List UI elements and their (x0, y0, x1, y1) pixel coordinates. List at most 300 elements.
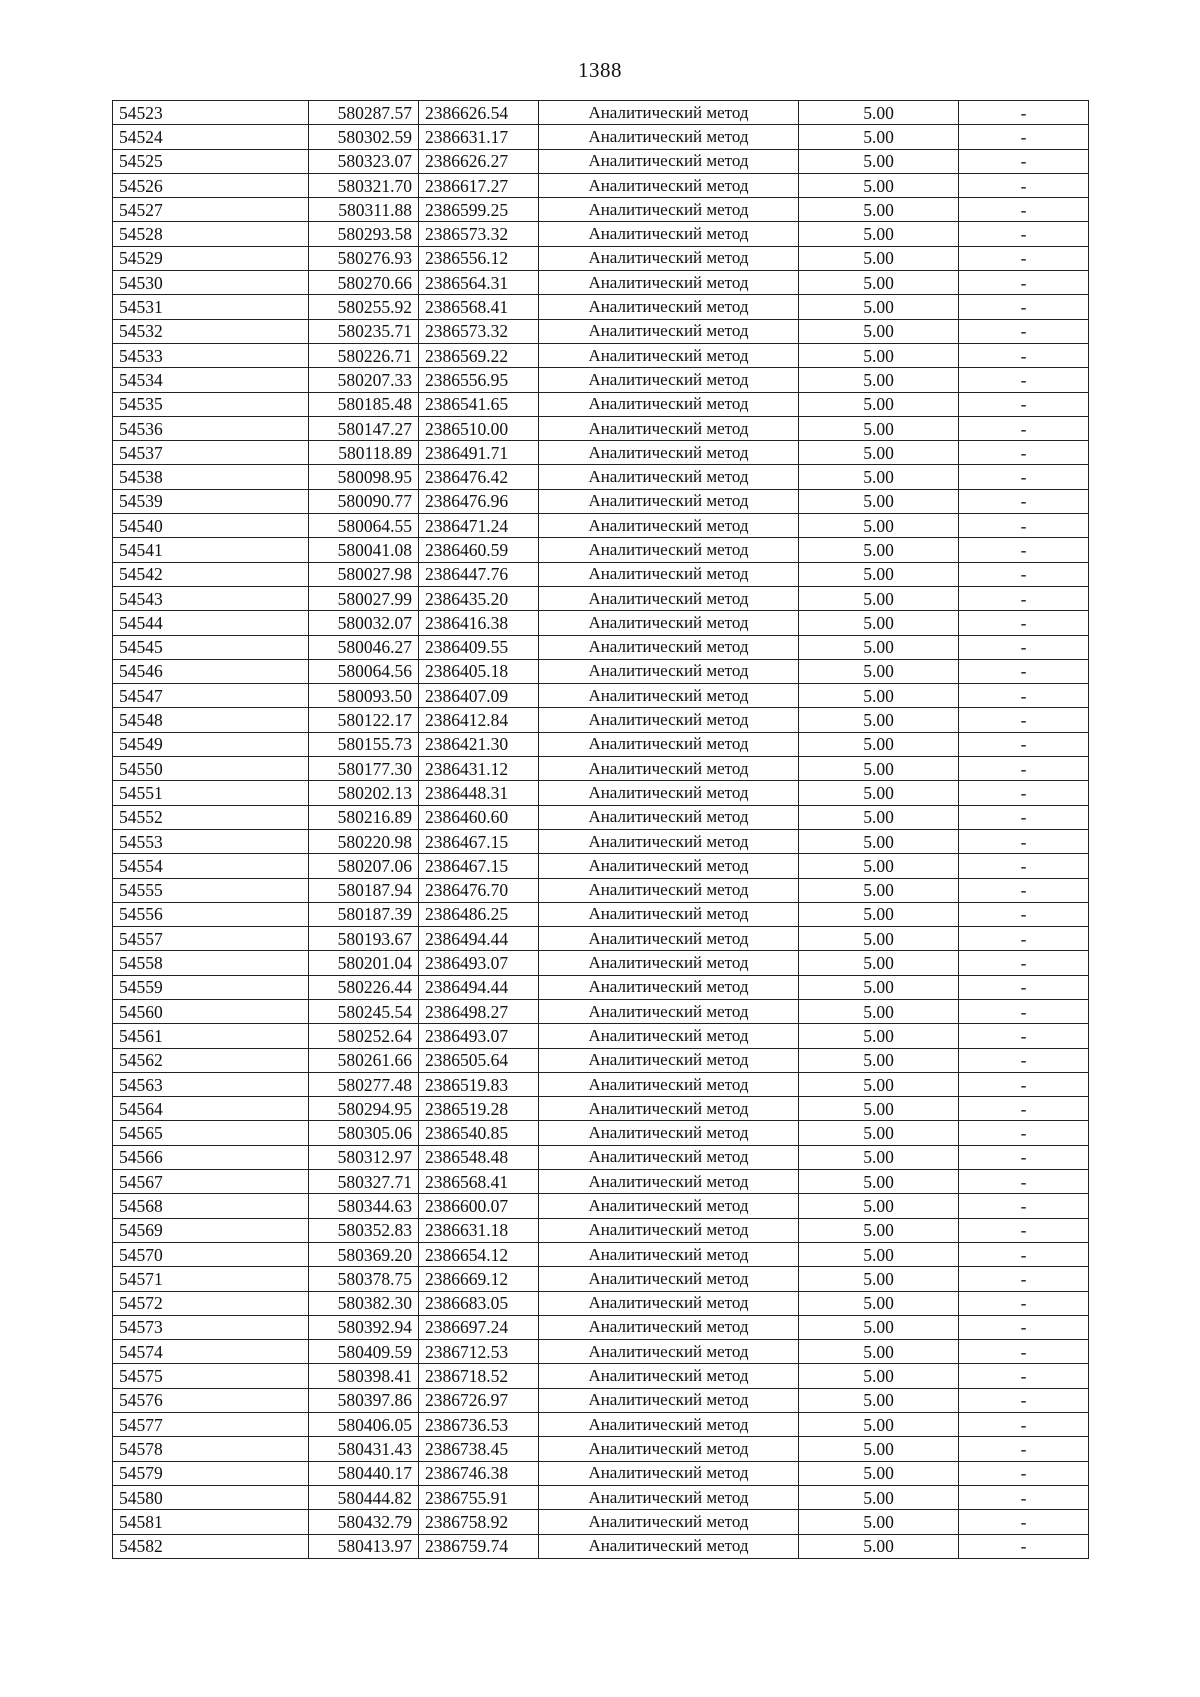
method-cell: Аналитический метод (539, 343, 799, 367)
x-coordinate-cell: 580440.17 (309, 1461, 419, 1485)
table-row (113, 1534, 1089, 1558)
method-cell: Аналитический метод (539, 295, 799, 319)
note-cell: - (959, 198, 1089, 222)
accuracy-cell: 5.00 (799, 1267, 959, 1291)
x-coordinate-cell: 580409.59 (309, 1340, 419, 1364)
method-cell: Аналитический метод (539, 489, 799, 513)
table-row (113, 1048, 1089, 1072)
accuracy-cell: 5.00 (799, 149, 959, 173)
accuracy-cell: 5.00 (799, 1485, 959, 1509)
method-cell: Аналитический метод (539, 1121, 799, 1145)
table-row (113, 1315, 1089, 1339)
x-coordinate-cell: 580431.43 (309, 1437, 419, 1461)
y-coordinate-cell: 2386683.05 (419, 1291, 539, 1315)
x-coordinate-cell: 580027.99 (309, 586, 419, 610)
accuracy-cell: 5.00 (799, 611, 959, 635)
x-coordinate-cell: 580398.41 (309, 1364, 419, 1388)
accuracy-cell: 5.00 (799, 441, 959, 465)
point-number-cell: 54580 (113, 1485, 309, 1509)
x-coordinate-cell: 580216.89 (309, 805, 419, 829)
note-cell: - (959, 854, 1089, 878)
method-cell: Аналитический метод (539, 854, 799, 878)
point-number-cell: 54578 (113, 1437, 309, 1461)
y-coordinate-cell: 2386556.12 (419, 246, 539, 270)
point-number-cell: 54524 (113, 125, 309, 149)
method-cell: Аналитический метод (539, 999, 799, 1023)
point-number-cell: 54557 (113, 927, 309, 951)
note-cell: - (959, 757, 1089, 781)
y-coordinate-cell: 2386467.15 (419, 829, 539, 853)
x-coordinate-cell: 580261.66 (309, 1048, 419, 1072)
note-cell: - (959, 465, 1089, 489)
point-number-cell: 54546 (113, 659, 309, 683)
table-row (113, 441, 1089, 465)
method-cell: Аналитический метод (539, 1194, 799, 1218)
table-row (113, 514, 1089, 538)
y-coordinate-cell: 2386519.28 (419, 1097, 539, 1121)
note-cell: - (959, 1340, 1089, 1364)
method-cell: Аналитический метод (539, 149, 799, 173)
method-cell: Аналитический метод (539, 757, 799, 781)
accuracy-cell: 5.00 (799, 1024, 959, 1048)
accuracy-cell: 5.00 (799, 1194, 959, 1218)
note-cell: - (959, 1267, 1089, 1291)
y-coordinate-cell: 2386631.17 (419, 125, 539, 149)
table-row (113, 319, 1089, 343)
point-number-cell: 54576 (113, 1388, 309, 1412)
table-row (113, 562, 1089, 586)
point-number-cell: 54555 (113, 878, 309, 902)
accuracy-cell: 5.00 (799, 222, 959, 246)
y-coordinate-cell: 2386467.15 (419, 854, 539, 878)
accuracy-cell: 5.00 (799, 999, 959, 1023)
y-coordinate-cell: 2386712.53 (419, 1340, 539, 1364)
accuracy-cell: 5.00 (799, 562, 959, 586)
note-cell: - (959, 489, 1089, 513)
note-cell: - (959, 1242, 1089, 1266)
point-number-cell: 54560 (113, 999, 309, 1023)
table-row (113, 392, 1089, 416)
note-cell: - (959, 902, 1089, 926)
method-cell: Аналитический метод (539, 222, 799, 246)
note-cell: - (959, 732, 1089, 756)
method-cell: Аналитический метод (539, 465, 799, 489)
method-cell: Аналитический метод (539, 392, 799, 416)
note-cell: - (959, 368, 1089, 392)
accuracy-cell: 5.00 (799, 1534, 959, 1558)
point-number-cell: 54544 (113, 611, 309, 635)
y-coordinate-cell: 2386568.41 (419, 1170, 539, 1194)
table-row (113, 1097, 1089, 1121)
method-cell: Аналитический метод (539, 781, 799, 805)
accuracy-cell: 5.00 (799, 271, 959, 295)
accuracy-cell: 5.00 (799, 1291, 959, 1315)
y-coordinate-cell: 2386505.64 (419, 1048, 539, 1072)
x-coordinate-cell: 580220.98 (309, 829, 419, 853)
y-coordinate-cell: 2386718.52 (419, 1364, 539, 1388)
point-number-cell: 54567 (113, 1170, 309, 1194)
x-coordinate-cell: 580207.06 (309, 854, 419, 878)
x-coordinate-cell: 580027.98 (309, 562, 419, 586)
method-cell: Аналитический метод (539, 708, 799, 732)
note-cell: - (959, 1461, 1089, 1485)
y-coordinate-cell: 2386556.95 (419, 368, 539, 392)
note-cell: - (959, 101, 1089, 125)
method-cell: Аналитический метод (539, 198, 799, 222)
point-number-cell: 54523 (113, 101, 309, 125)
note-cell: - (959, 611, 1089, 635)
x-coordinate-cell: 580293.58 (309, 222, 419, 246)
accuracy-cell: 5.00 (799, 927, 959, 951)
accuracy-cell: 5.00 (799, 854, 959, 878)
table-row (113, 1194, 1089, 1218)
point-number-cell: 54553 (113, 829, 309, 853)
accuracy-cell: 5.00 (799, 829, 959, 853)
point-number-cell: 54540 (113, 514, 309, 538)
accuracy-cell: 5.00 (799, 805, 959, 829)
point-number-cell: 54581 (113, 1510, 309, 1534)
note-cell: - (959, 1048, 1089, 1072)
table-row (113, 1437, 1089, 1461)
x-coordinate-cell: 580207.33 (309, 368, 419, 392)
accuracy-cell: 5.00 (799, 1072, 959, 1096)
table-row (113, 343, 1089, 367)
method-cell: Аналитический метод (539, 562, 799, 586)
note-cell: - (959, 295, 1089, 319)
note-cell: - (959, 1194, 1089, 1218)
y-coordinate-cell: 2386697.24 (419, 1315, 539, 1339)
y-coordinate-cell: 2386493.07 (419, 951, 539, 975)
x-coordinate-cell: 580327.71 (309, 1170, 419, 1194)
table-row (113, 659, 1089, 683)
y-coordinate-cell: 2386541.65 (419, 392, 539, 416)
accuracy-cell: 5.00 (799, 538, 959, 562)
accuracy-cell: 5.00 (799, 1242, 959, 1266)
method-cell: Аналитический метод (539, 1145, 799, 1169)
point-number-cell: 54570 (113, 1242, 309, 1266)
accuracy-cell: 5.00 (799, 392, 959, 416)
y-coordinate-cell: 2386564.31 (419, 271, 539, 295)
table-row (113, 829, 1089, 853)
accuracy-cell: 5.00 (799, 1437, 959, 1461)
y-coordinate-cell: 2386476.70 (419, 878, 539, 902)
point-number-cell: 54554 (113, 854, 309, 878)
table-row (113, 854, 1089, 878)
table-row (113, 198, 1089, 222)
y-coordinate-cell: 2386493.07 (419, 1024, 539, 1048)
x-coordinate-cell: 580321.70 (309, 173, 419, 197)
method-cell: Аналитический метод (539, 538, 799, 562)
note-cell: - (959, 1534, 1089, 1558)
table-row (113, 489, 1089, 513)
note-cell: - (959, 586, 1089, 610)
page-number: 1388 (578, 58, 622, 82)
x-coordinate-cell: 580344.63 (309, 1194, 419, 1218)
method-cell: Аналитический метод (539, 1072, 799, 1096)
table-row (113, 1510, 1089, 1534)
x-coordinate-cell: 580098.95 (309, 465, 419, 489)
table-row (113, 295, 1089, 319)
note-cell: - (959, 878, 1089, 902)
note-cell: - (959, 538, 1089, 562)
accuracy-cell: 5.00 (799, 659, 959, 683)
note-cell: - (959, 951, 1089, 975)
point-number-cell: 54535 (113, 392, 309, 416)
point-number-cell: 54533 (113, 343, 309, 367)
point-number-cell: 54559 (113, 975, 309, 999)
table-row (113, 271, 1089, 295)
y-coordinate-cell: 2386568.41 (419, 295, 539, 319)
y-coordinate-cell: 2386476.42 (419, 465, 539, 489)
method-cell: Аналитический метод (539, 1097, 799, 1121)
method-cell: Аналитический метод (539, 1534, 799, 1558)
accuracy-cell: 5.00 (799, 757, 959, 781)
accuracy-cell: 5.00 (799, 1364, 959, 1388)
x-coordinate-cell: 580276.93 (309, 246, 419, 270)
point-number-cell: 54549 (113, 732, 309, 756)
accuracy-cell: 5.00 (799, 1048, 959, 1072)
table-row (113, 368, 1089, 392)
accuracy-cell: 5.00 (799, 1218, 959, 1242)
y-coordinate-cell: 2386491.71 (419, 441, 539, 465)
point-number-cell: 54569 (113, 1218, 309, 1242)
method-cell: Аналитический метод (539, 416, 799, 440)
y-coordinate-cell: 2386746.38 (419, 1461, 539, 1485)
note-cell: - (959, 927, 1089, 951)
x-coordinate-cell: 580064.56 (309, 659, 419, 683)
table-row (113, 878, 1089, 902)
table-row (113, 465, 1089, 489)
y-coordinate-cell: 2386631.18 (419, 1218, 539, 1242)
table-row (113, 1242, 1089, 1266)
x-coordinate-cell: 580382.30 (309, 1291, 419, 1315)
note-cell: - (959, 1413, 1089, 1437)
x-coordinate-cell: 580323.07 (309, 149, 419, 173)
y-coordinate-cell: 2386471.24 (419, 514, 539, 538)
accuracy-cell: 5.00 (799, 1121, 959, 1145)
accuracy-cell: 5.00 (799, 319, 959, 343)
method-cell: Аналитический метод (539, 951, 799, 975)
x-coordinate-cell: 580397.86 (309, 1388, 419, 1412)
y-coordinate-cell: 2386569.22 (419, 343, 539, 367)
point-number-cell: 54530 (113, 271, 309, 295)
x-coordinate-cell: 580201.04 (309, 951, 419, 975)
method-cell: Аналитический метод (539, 975, 799, 999)
method-cell: Аналитический метод (539, 125, 799, 149)
note-cell: - (959, 1291, 1089, 1315)
method-cell: Аналитический метод (539, 805, 799, 829)
x-coordinate-cell: 580187.39 (309, 902, 419, 926)
accuracy-cell: 5.00 (799, 708, 959, 732)
point-number-cell: 54558 (113, 951, 309, 975)
y-coordinate-cell: 2386412.84 (419, 708, 539, 732)
note-cell: - (959, 1145, 1089, 1169)
point-number-cell: 54552 (113, 805, 309, 829)
point-number-cell: 54525 (113, 149, 309, 173)
y-coordinate-cell: 2386626.27 (419, 149, 539, 173)
table-row (113, 149, 1089, 173)
x-coordinate-cell: 580255.92 (309, 295, 419, 319)
x-coordinate-cell: 580444.82 (309, 1485, 419, 1509)
x-coordinate-cell: 580090.77 (309, 489, 419, 513)
y-coordinate-cell: 2386755.91 (419, 1485, 539, 1509)
note-cell: - (959, 222, 1089, 246)
method-cell: Аналитический метод (539, 1170, 799, 1194)
table-row (113, 975, 1089, 999)
point-number-cell: 54575 (113, 1364, 309, 1388)
note-cell: - (959, 1072, 1089, 1096)
method-cell: Аналитический метод (539, 635, 799, 659)
table-row (113, 1485, 1089, 1509)
point-number-cell: 54556 (113, 902, 309, 926)
y-coordinate-cell: 2386431.12 (419, 757, 539, 781)
y-coordinate-cell: 2386540.85 (419, 1121, 539, 1145)
x-coordinate-cell: 580064.55 (309, 514, 419, 538)
y-coordinate-cell: 2386736.53 (419, 1413, 539, 1437)
method-cell: Аналитический метод (539, 1461, 799, 1485)
method-cell: Аналитический метод (539, 611, 799, 635)
table-row (113, 732, 1089, 756)
point-number-cell: 54531 (113, 295, 309, 319)
x-coordinate-cell: 580093.50 (309, 684, 419, 708)
accuracy-cell: 5.00 (799, 951, 959, 975)
accuracy-cell: 5.00 (799, 1315, 959, 1339)
accuracy-cell: 5.00 (799, 125, 959, 149)
y-coordinate-cell: 2386600.07 (419, 1194, 539, 1218)
note-cell: - (959, 1121, 1089, 1145)
point-number-cell: 54573 (113, 1315, 309, 1339)
x-coordinate-cell: 580406.05 (309, 1413, 419, 1437)
point-number-cell: 54528 (113, 222, 309, 246)
accuracy-cell: 5.00 (799, 902, 959, 926)
point-number-cell: 54527 (113, 198, 309, 222)
method-cell: Аналитический метод (539, 1437, 799, 1461)
note-cell: - (959, 246, 1089, 270)
x-coordinate-cell: 580226.44 (309, 975, 419, 999)
accuracy-cell: 5.00 (799, 295, 959, 319)
table-row (113, 1413, 1089, 1437)
table-row (113, 416, 1089, 440)
x-coordinate-cell: 580147.27 (309, 416, 419, 440)
point-number-cell: 54529 (113, 246, 309, 270)
x-coordinate-cell: 580270.66 (309, 271, 419, 295)
table-row (113, 902, 1089, 926)
accuracy-cell: 5.00 (799, 878, 959, 902)
accuracy-cell: 5.00 (799, 781, 959, 805)
y-coordinate-cell: 2386626.54 (419, 101, 539, 125)
y-coordinate-cell: 2386510.00 (419, 416, 539, 440)
y-coordinate-cell: 2386476.96 (419, 489, 539, 513)
x-coordinate-cell: 580312.97 (309, 1145, 419, 1169)
note-cell: - (959, 441, 1089, 465)
method-cell: Аналитический метод (539, 659, 799, 683)
y-coordinate-cell: 2386738.45 (419, 1437, 539, 1461)
method-cell: Аналитический метод (539, 1485, 799, 1509)
y-coordinate-cell: 2386494.44 (419, 975, 539, 999)
point-number-cell: 54563 (113, 1072, 309, 1096)
point-number-cell: 54539 (113, 489, 309, 513)
point-number-cell: 54561 (113, 1024, 309, 1048)
y-coordinate-cell: 2386519.83 (419, 1072, 539, 1096)
y-coordinate-cell: 2386416.38 (419, 611, 539, 635)
accuracy-cell: 5.00 (799, 732, 959, 756)
method-cell: Аналитический метод (539, 586, 799, 610)
method-cell: Аналитический метод (539, 514, 799, 538)
note-cell: - (959, 343, 1089, 367)
y-coordinate-cell: 2386494.44 (419, 927, 539, 951)
note-cell: - (959, 319, 1089, 343)
point-number-cell: 54579 (113, 1461, 309, 1485)
note-cell: - (959, 1315, 1089, 1339)
note-cell: - (959, 805, 1089, 829)
point-number-cell: 54551 (113, 781, 309, 805)
note-cell: - (959, 1510, 1089, 1534)
note-cell: - (959, 392, 1089, 416)
accuracy-cell: 5.00 (799, 465, 959, 489)
point-number-cell: 54574 (113, 1340, 309, 1364)
accuracy-cell: 5.00 (799, 101, 959, 125)
note-cell: - (959, 562, 1089, 586)
x-coordinate-cell: 580287.57 (309, 101, 419, 125)
note-cell: - (959, 416, 1089, 440)
note-cell: - (959, 1170, 1089, 1194)
table-row (113, 101, 1089, 125)
table-row (113, 125, 1089, 149)
x-coordinate-cell: 580369.20 (309, 1242, 419, 1266)
point-number-cell: 54542 (113, 562, 309, 586)
note-cell: - (959, 999, 1089, 1023)
table-row (113, 1024, 1089, 1048)
x-coordinate-cell: 580305.06 (309, 1121, 419, 1145)
x-coordinate-cell: 580432.79 (309, 1510, 419, 1534)
method-cell: Аналитический метод (539, 1242, 799, 1266)
method-cell: Аналитический метод (539, 1024, 799, 1048)
table-row (113, 246, 1089, 270)
y-coordinate-cell: 2386460.60 (419, 805, 539, 829)
coordinates-table-body (113, 101, 1089, 1559)
note-cell: - (959, 684, 1089, 708)
table-row (113, 1388, 1089, 1412)
method-cell: Аналитический метод (539, 1048, 799, 1072)
method-cell: Аналитический метод (539, 173, 799, 197)
table-row (113, 1291, 1089, 1315)
point-number-cell: 54562 (113, 1048, 309, 1072)
x-coordinate-cell: 580294.95 (309, 1097, 419, 1121)
y-coordinate-cell: 2386448.31 (419, 781, 539, 805)
note-cell: - (959, 514, 1089, 538)
note-cell: - (959, 1485, 1089, 1509)
x-coordinate-cell: 580378.75 (309, 1267, 419, 1291)
x-coordinate-cell: 580046.27 (309, 635, 419, 659)
table-row (113, 951, 1089, 975)
method-cell: Аналитический метод (539, 1388, 799, 1412)
x-coordinate-cell: 580122.17 (309, 708, 419, 732)
x-coordinate-cell: 580155.73 (309, 732, 419, 756)
table-row (113, 1461, 1089, 1485)
y-coordinate-cell: 2386447.76 (419, 562, 539, 586)
table-row (113, 1340, 1089, 1364)
x-coordinate-cell: 580185.48 (309, 392, 419, 416)
note-cell: - (959, 1437, 1089, 1461)
note-cell: - (959, 635, 1089, 659)
note-cell: - (959, 271, 1089, 295)
y-coordinate-cell: 2386435.20 (419, 586, 539, 610)
accuracy-cell: 5.00 (799, 514, 959, 538)
x-coordinate-cell: 580032.07 (309, 611, 419, 635)
accuracy-cell: 5.00 (799, 246, 959, 270)
note-cell: - (959, 1218, 1089, 1242)
method-cell: Аналитический метод (539, 902, 799, 926)
